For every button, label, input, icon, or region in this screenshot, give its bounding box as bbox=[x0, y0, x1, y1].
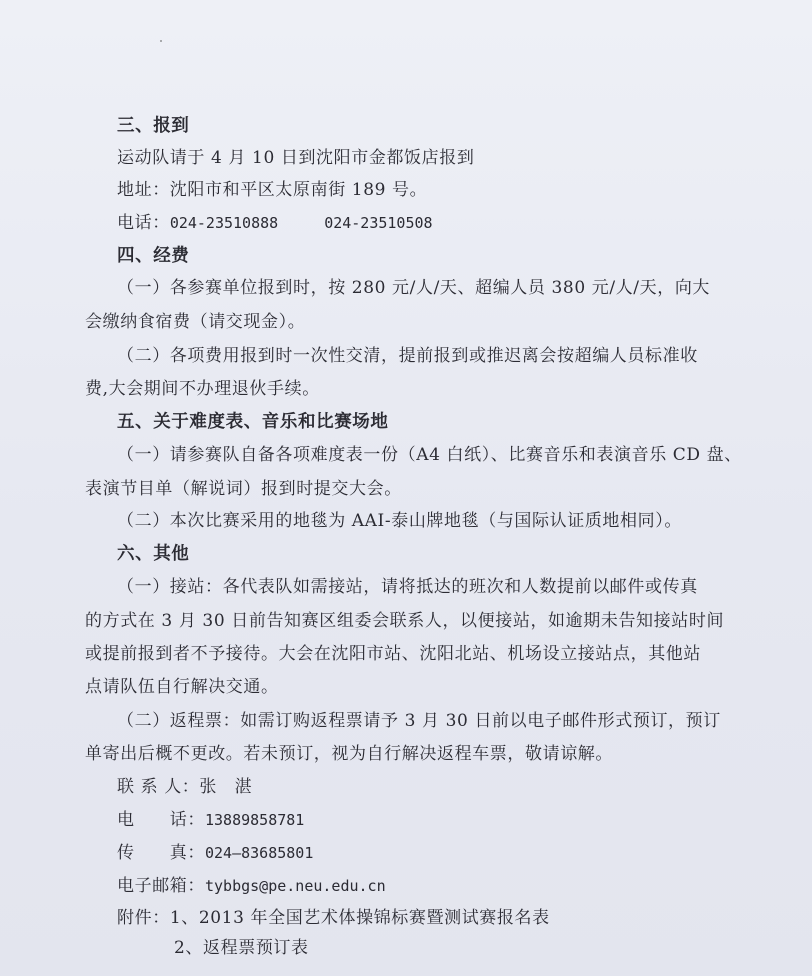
section-five-p1-line-2: 表演节目单（解说词）报到时提交大会。 bbox=[85, 479, 402, 499]
section-five-p2: （二）本次比赛采用的地毯为 AAI-泰山牌地毯（与国际认证质地相同）。 bbox=[117, 511, 682, 531]
attachment-label: 附件： bbox=[117, 908, 170, 928]
phone-label: 电话： bbox=[117, 213, 170, 233]
section-six-p2-line-1: （二）返程票：如需订购返程票请予 3 月 30 日前以电子邮件形式预订，预订 bbox=[117, 711, 721, 731]
contact-person-row bbox=[117, 776, 252, 798]
attachment-row-1 bbox=[117, 907, 550, 929]
scan-speck bbox=[160, 40, 162, 42]
contact-email-row bbox=[117, 875, 386, 897]
section-five-p1-line-1: （一）请参赛队自备各项难度表一份（A4 白纸）、比赛音乐和表演音乐 CD 盘、 bbox=[117, 445, 742, 465]
contact-fax-row bbox=[117, 842, 313, 864]
section-three-title: 三、报到 bbox=[117, 116, 190, 136]
section-three-line-1: 运动队请于 4 月 10 日到沈阳市金都饭店报到 bbox=[117, 148, 475, 168]
section-six-p1-line-4: 点请队伍自行解决交通。 bbox=[85, 677, 279, 697]
contact-phone-row bbox=[117, 809, 304, 831]
section-six-p1-line-3: 或提前报到者不予接待。大会在沈阳市站、沈阳北站、机场设立接站点，其他站 bbox=[85, 644, 701, 664]
attachment-item-1: 1、2013 年全国艺术体操锦标赛暨测试赛报名表 bbox=[169, 908, 550, 928]
contact-fax-number: 024—83685801 bbox=[205, 844, 314, 862]
contact-fax-label: 传 真： bbox=[117, 843, 205, 863]
contact-phone-number: 13889858781 bbox=[205, 811, 305, 829]
contact-email-address: tybbgs@pe.neu.edu.cn bbox=[205, 877, 386, 895]
section-six-title: 六、其他 bbox=[117, 544, 190, 564]
phone-number-1: 024-23510888 bbox=[169, 214, 279, 232]
section-four-p1-line-1: （一）各参赛单位报到时，按 280 元/人/天、超编人员 380 元/人/天，向大 bbox=[117, 278, 711, 298]
contact-person-label: 联 系 人： bbox=[117, 777, 200, 797]
section-three-address: 地址：沈阳市和平区太原南街 189 号。 bbox=[117, 180, 428, 200]
section-six-p2-line-2: 单寄出后概不更改。若未预订，视为自行解决返程车票，敬请谅解。 bbox=[85, 744, 613, 764]
section-four-p2-line-1: （二）各项费用报到时一次性交清，提前报到或推迟离会按超编人员标准收 bbox=[117, 346, 698, 366]
section-six-p1-line-1: （一）接站：各代表队如需接站，请将抵达的班次和人数提前以邮件或传真 bbox=[117, 577, 698, 597]
contact-person-name: 张 湛 bbox=[199, 777, 253, 797]
contact-email-label: 电子邮箱： bbox=[117, 876, 205, 896]
phone-number-2: 024-23510508 bbox=[324, 214, 433, 232]
section-three-phone-row bbox=[117, 212, 433, 234]
attachment-item-2: 2、返程票预订表 bbox=[174, 938, 309, 958]
section-four-p1-line-2: 会缴纳食宿费（请交现金）。 bbox=[85, 312, 306, 332]
section-five-title: 五、关于难度表、音乐和比赛场地 bbox=[117, 412, 389, 432]
contact-phone-label: 电 话： bbox=[117, 810, 205, 830]
section-four-title: 四、经费 bbox=[117, 246, 190, 266]
section-six-p1-line-2: 的方式在 3 月 30 日前告知赛区组委会联系人，以便接站，如逾期未告知接站时间 bbox=[85, 611, 725, 631]
section-four-p2-line-2: 费,大会期间不办理退伙手续。 bbox=[85, 379, 320, 399]
